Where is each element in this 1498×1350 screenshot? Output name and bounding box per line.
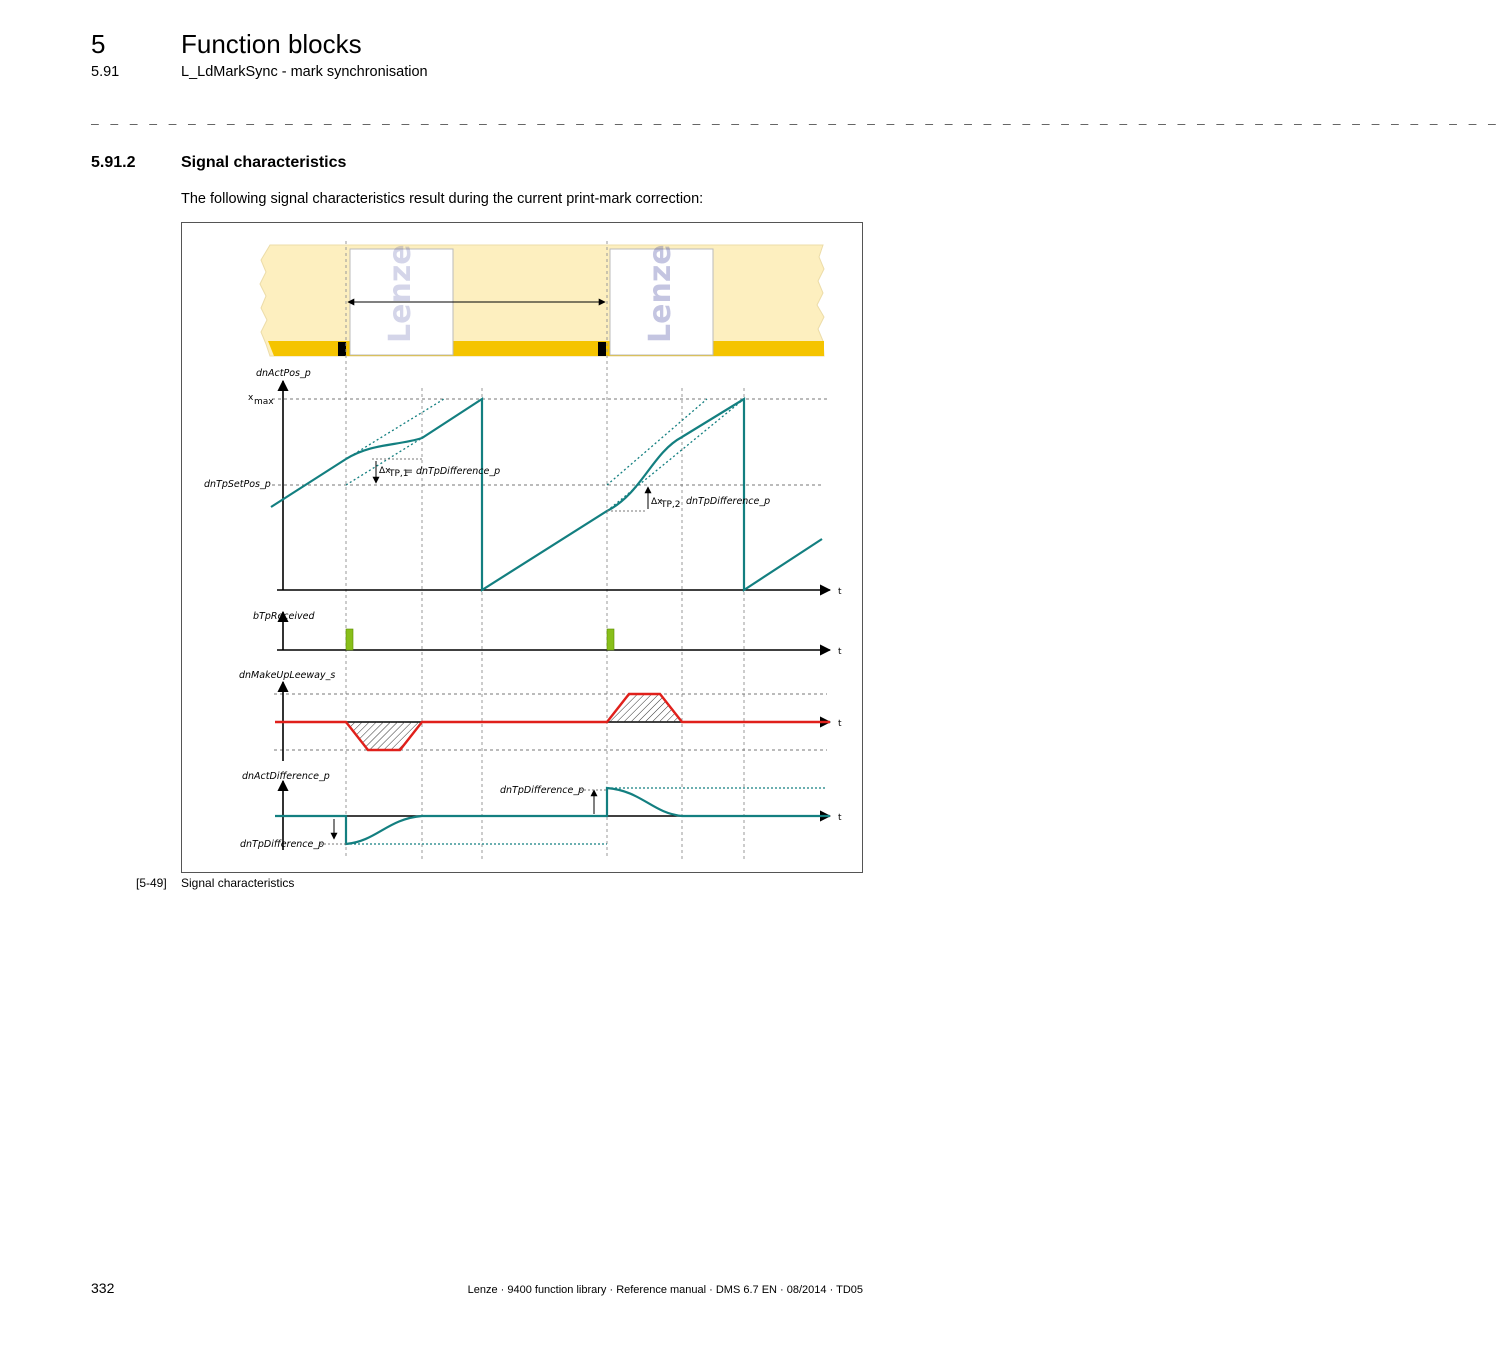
figure-drawing (182, 223, 864, 874)
web-band (260, 245, 824, 356)
act-difference-panel (240, 771, 842, 850)
delta2-main: Δx (651, 497, 663, 507)
delta2-equation: dnTpDifference_p (686, 496, 771, 507)
intro-paragraph: The following signal characteristics result during the current print-mark correction: (181, 191, 704, 207)
reference-line-2b (607, 399, 744, 511)
tp-setpos-label: dnTpSetPos_p (204, 479, 271, 490)
act-pos-panel (204, 368, 842, 597)
tp-difference-bottom-label: dnTpDifference_p (240, 839, 325, 850)
act-pos-curve (271, 399, 822, 590)
section-title: L_LdMarkSync - mark synchronisation (181, 64, 428, 80)
subsection-title: Signal characteristics (181, 154, 347, 171)
tp-received-time-label: t (838, 647, 842, 657)
print-mark-1 (338, 342, 346, 356)
print-mark-2 (598, 342, 606, 356)
tp-difference-top-label: dnTpDifference_p (500, 785, 585, 796)
footer-text: Lenze · 9400 function library · Reference manual · DMS 6.7 EN · 08/2014 · TD05 (467, 1284, 863, 1296)
delta1-main: Δx (379, 466, 391, 476)
tp-pulse-1 (346, 629, 353, 650)
chapter-title: Function blocks (181, 29, 362, 59)
tp-received-panel (253, 611, 842, 657)
figure-caption-number: [5-49] (136, 876, 167, 890)
subsection-number: 5.91.2 (91, 154, 136, 171)
act-pos-time-label: t (838, 587, 842, 597)
tp-received-label: bTpReceived (253, 611, 315, 622)
leeway-time-label: t (838, 719, 842, 729)
header-separator: _ _ _ _ _ _ _ _ _ _ _ _ _ _ _ _ _ _ _ _ _ _ _ _ _ _ _ _ _ _ _ _ _ _ _ _ _ _ _ _ _ _ _ _ _ _ _ _ _ _ _ _ _ _ _ _ _ _ _ _ _ _ _ _ _ _ _ _ _ _ _ _ _ (91, 112, 1498, 127)
xmax-sub-label: max (254, 397, 274, 407)
delta1-equation: = dnTpDifference_p (405, 466, 501, 477)
makeup-leeway-label: dnMakeUpLeeway_s (239, 670, 336, 681)
makeup-leeway-panel (239, 670, 842, 761)
signal-characteristics-figure (181, 222, 863, 873)
lenze-logo-2: Lenze (643, 244, 678, 343)
lenze-logo-1: Lenze (383, 244, 418, 343)
page-number: 332 (91, 1280, 115, 1296)
act-difference-label: dnActDifference_p (242, 771, 330, 782)
delta1-sub: TP,1 (389, 469, 409, 479)
chapter-number: 5 (91, 29, 106, 59)
figure-caption-text: Signal characteristics (181, 876, 295, 890)
act-diff-time-label: t (838, 813, 842, 823)
reference-line-1a (346, 399, 444, 459)
tp-pulse-2 (607, 629, 614, 650)
act-pos-label: dnActPos_p (256, 368, 311, 379)
section-number: 5.91 (91, 64, 120, 80)
delta2-sub: TP,2 (661, 500, 681, 510)
xmax-label: x (248, 393, 254, 403)
material-web (260, 244, 824, 356)
